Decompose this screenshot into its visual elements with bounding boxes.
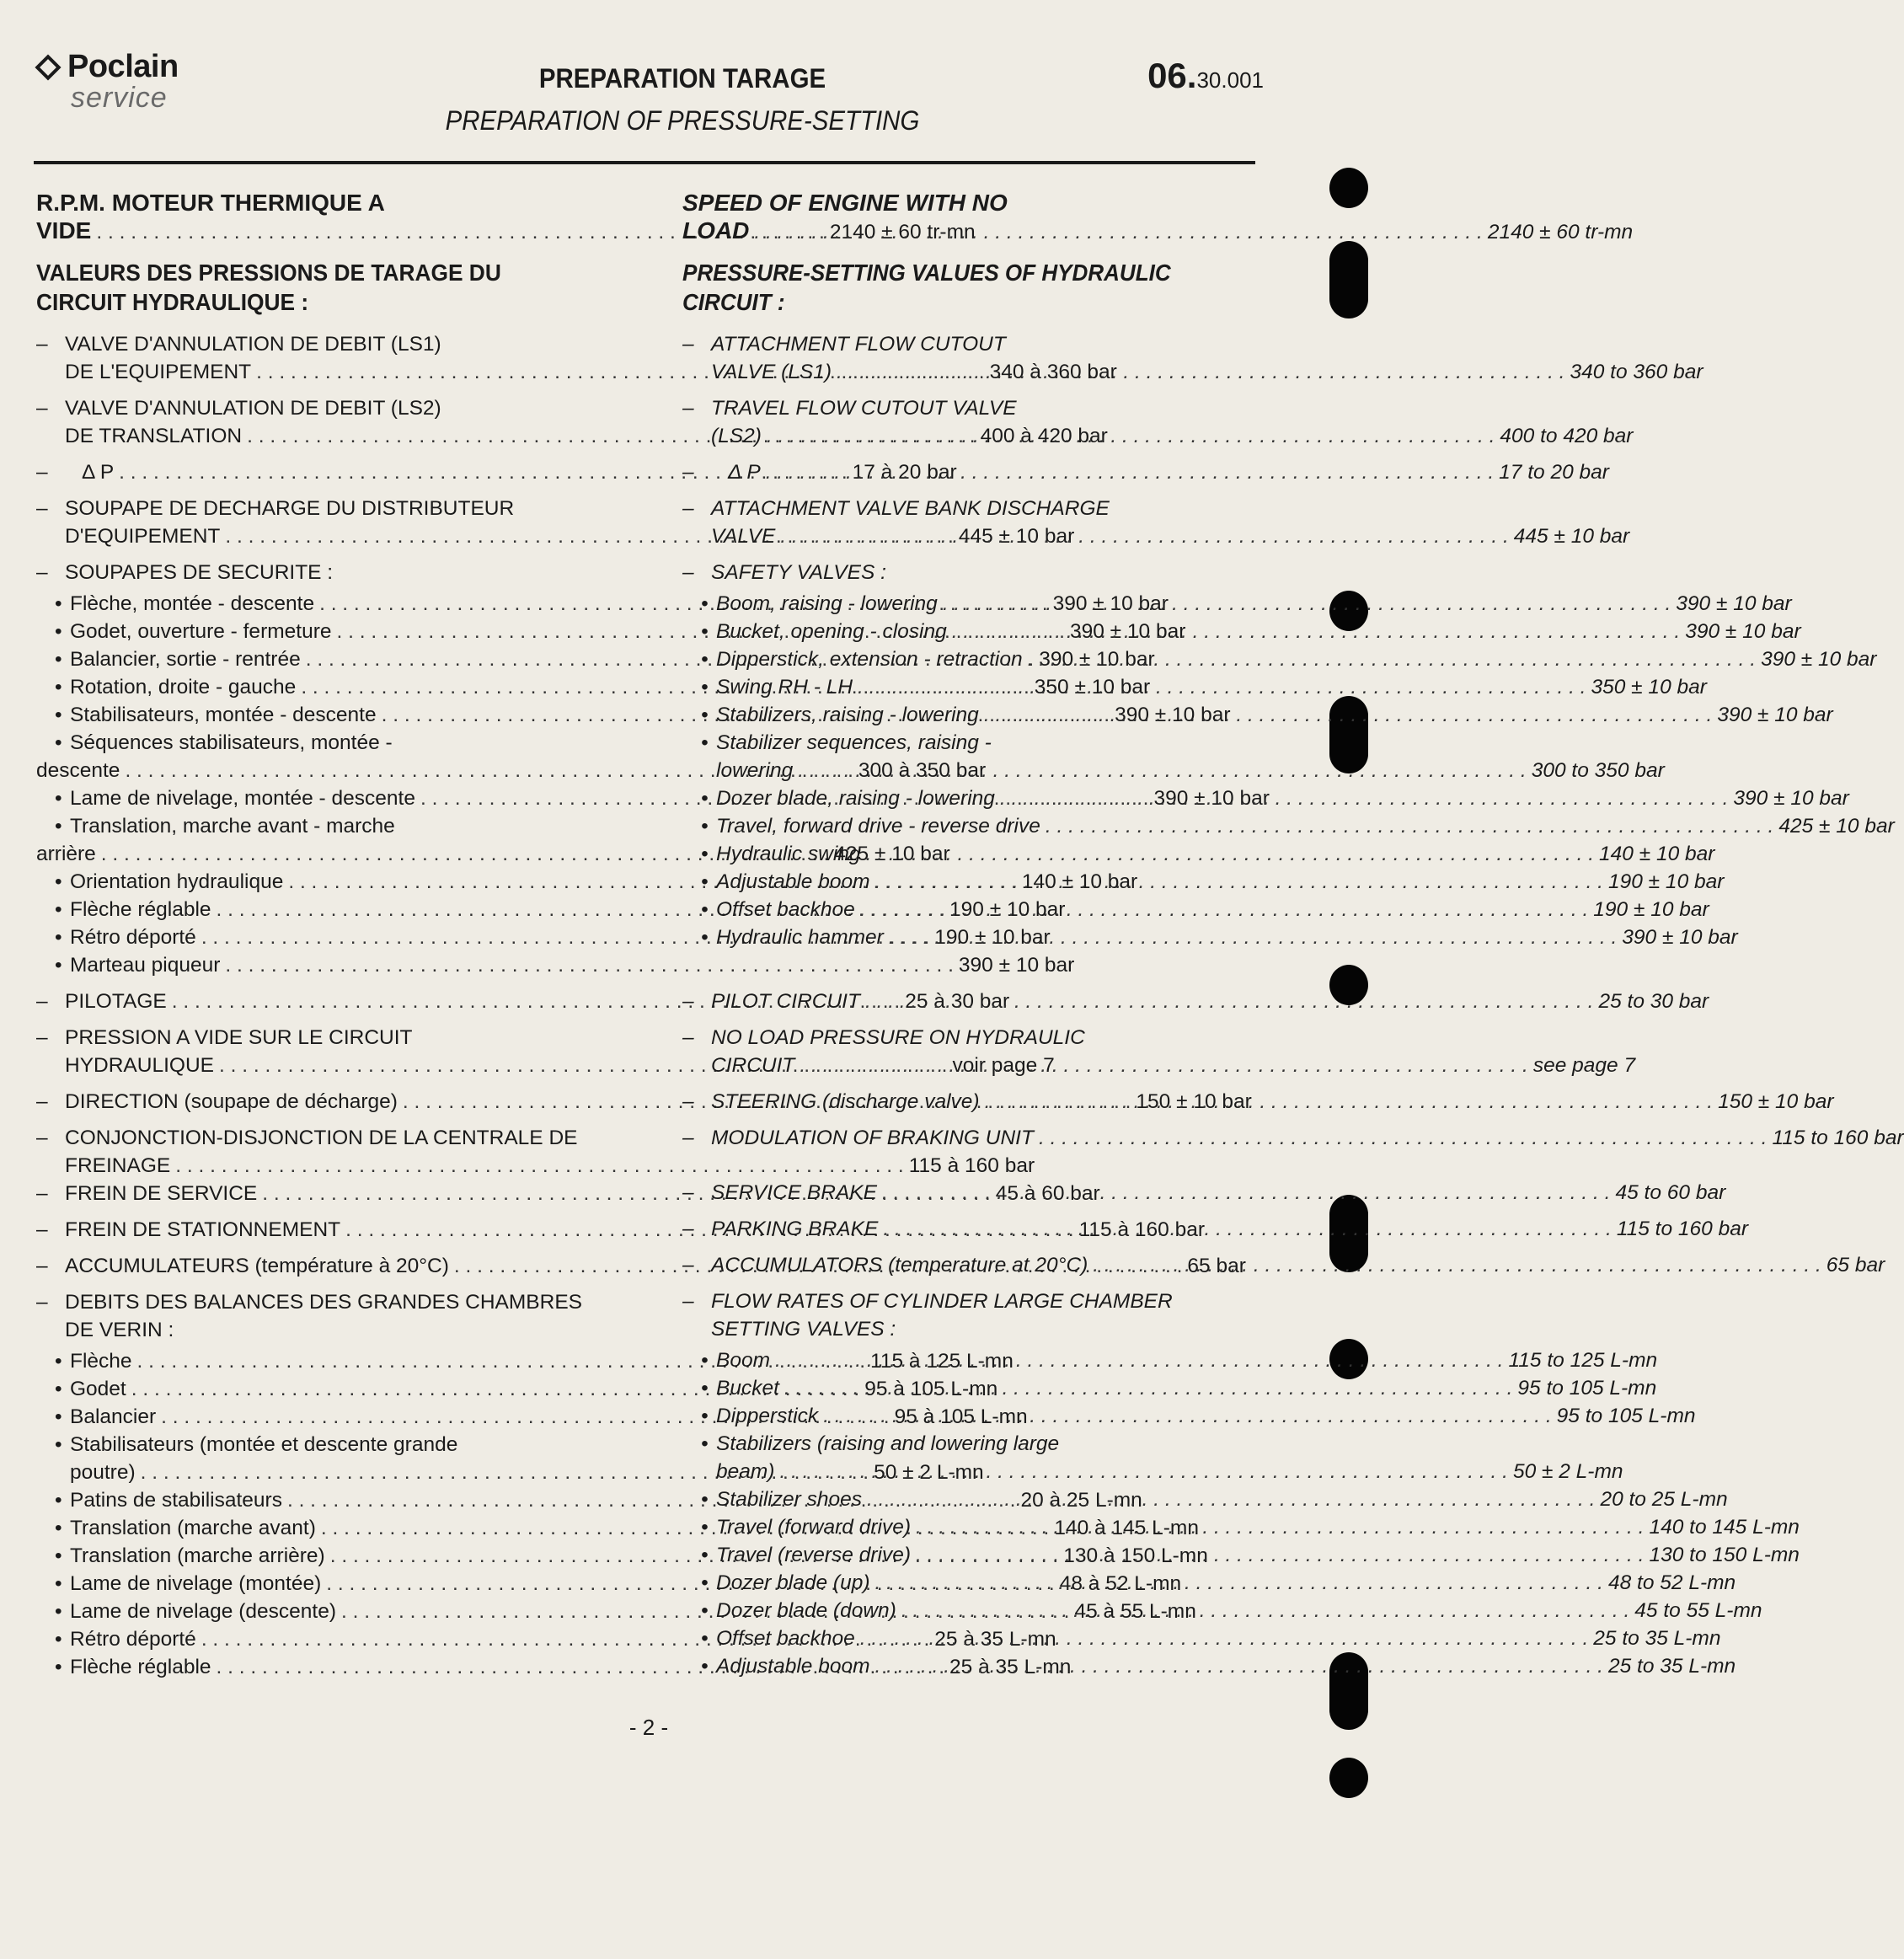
steering-item: – DIRECTION (soupape de décharge) . . . 150 ± 10 bar bbox=[36, 1088, 613, 1116]
safety-heading: – SOUPAPES DE SECURITE : bbox=[36, 561, 334, 584]
brake-unit-item: – MODULATION OF BRAKING UNIT . . . 115 to 160 bar bbox=[682, 1124, 1260, 1152]
noload-item: – NO LOAD PRESSURE ON HYDRAULIC CIRCUIT . . . see page 7 bbox=[682, 1024, 1260, 1079]
punch-hole bbox=[1329, 241, 1368, 318]
rpm-label: R.P.M. MOTEUR THERMIQUE A bbox=[36, 190, 385, 216]
safety-heading: – SAFETY VALVES : bbox=[682, 561, 886, 584]
parking-brake-item: – FREIN DE STATIONNEMENT . . . 115 à 160 bar bbox=[36, 1216, 613, 1244]
rpm-row: VIDE . . . 2140 ± 60 tr-mn bbox=[36, 217, 613, 246]
doc-number: 06.30.001 bbox=[1147, 56, 1264, 95]
punch-hole bbox=[1329, 1758, 1368, 1798]
brake-unit-item: – CONJONCTION-DISJONCTION DE LA CENTRALE DE FREINAGE . . . 115 à 160 bar bbox=[36, 1124, 613, 1180]
safety-list: • Flèche, montée - descente . . . 390 ± 10 bar • Godet, ouverture - fermeture . . . 390 ± 10 bar • Balancier, sortie - rentrée . . . 390 ± 10 bar • Rotation, droite - gauche . . . 350 ± 10 bar • Stabilisateurs, montée - descente . . . 390 ± 10 bar • Séquences stabilisateurs, montée - descente . . . 300 à 350 bar • Lame de nivelage, montée - descente . . . 390 ± 10 bar • Translation, marche avant - marche arrière . . . 425 ± 10 bar • Orientation hydraulique . . . 140 ± 10 bar • Flèche réglable . . . 190 ± 10 bar • Rétro déporté . . . 190 ± 10 bar • Marteau piqueur . . . 390 ± 10 bar bbox=[36, 590, 613, 979]
header-rule bbox=[34, 161, 1255, 164]
service-brake-item: – SERVICE BRAKE . . . 45 to 60 bar bbox=[682, 1179, 1260, 1207]
diamond-icon bbox=[35, 54, 61, 80]
rpm-label: SPEED OF ENGINE WITH NO bbox=[682, 190, 1008, 216]
steering-item: – STEERING (discharge valve) . . . 150 ± 10 bar bbox=[682, 1088, 1260, 1116]
values-heading: VALEURS DES PRESSIONS DE TARAGE DU CIRCUIT HYDRAULIQUE : bbox=[36, 260, 501, 315]
safety-list: • Boom, raising - lowering . . . 390 ± 10 bar • Bucket, opening - closing . . . 390 ± 10 bar • Dipperstick, extension - retraction . . . 390 ± 10 bar • Swing RH - LH . . . 350 ± 10 bar • Stabilizers, raising - lowering . . . 390 ± 10 bar • Stabilizer sequences, raising - lowering . . . 300 to 350 bar • Dozer blade, raising - lowering . . . 390 ± 10 bar • Travel, forward drive - reverse drive . . . 425 ± 10 bar • Hydraulic swing . . . 140 ± 10 bar • Adjustable boom . . . 190 ± 10 bar • Offset backhoe . . . 190 ± 10 bar • Hydraulic hammer . . . 390 ± 10 bar bbox=[682, 590, 1260, 951]
service-brake-item: – FREIN DE SERVICE . . . 45 à 60 bar bbox=[36, 1180, 613, 1207]
flow-list: • Flèche . . . 115 à 125 L-mn • Godet . . . 95 à 105 L-mn • Balancier . . . 95 à 105 L-mn • Stabilisateurs (montée et descente grande poutre) . . . 50 ± 2 L-mn • Patins de stabilisateurs . . . 20 à 25 L-mn • Translation (marche avant) . . . 140 à 145 L-mn • Translation (marche arrière) . . . 130 à 150 L-mn • Lame de nivelage (montée) . . . 48 à 52 L-mn • Lame de nivelage (descente) . . . 45 à 55 L-mn • Rétro déporté . . . 25 à 35 L-mn • Flèche réglable . . . 25 à 35 L-mn bbox=[36, 1347, 613, 1681]
discharge-item: – SOUPAPE DE DECHARGE DU DISTRIBUTEUR D'EQUIPEMENT . . . 445 ± 10 bar bbox=[36, 495, 613, 550]
punch-hole bbox=[1329, 168, 1368, 208]
delta-p-item: – Δ P . . . 17 to 20 bar bbox=[682, 458, 1260, 486]
ls1-item: – ATTACHMENT FLOW CUTOUT VALVE (LS1) . . . 340 to 360 bar bbox=[682, 330, 1260, 386]
ls1-item: – VALVE D'ANNULATION DE DEBIT (LS1) DE L'EQUIPEMENT . . . 340 à 360 bar bbox=[36, 330, 613, 386]
english-column bbox=[682, 189, 1904, 1680]
page-subtitle: PREPARATION OF PRESSURE-SETTING bbox=[445, 105, 920, 136]
parking-brake-item: – PARKING BRAKE . . . 115 to 160 bar bbox=[682, 1215, 1260, 1243]
discharge-item: – ATTACHMENT VALVE BANK DISCHARGE VALVE . . . 445 ± 10 bar bbox=[682, 495, 1260, 550]
values-heading: PRESSURE-SETTING VALUES OF HYDRAULIC CIRCUIT : bbox=[682, 260, 1171, 315]
poclain-logo bbox=[34, 49, 179, 115]
noload-item: – PRESSION A VIDE SUR LE CIRCUIT HYDRAULIQUE . . . voir page 7 bbox=[36, 1024, 613, 1079]
flow-list: • Boom . . . 115 to 125 L-mn • Bucket . . . 95 to 105 L-mn • Dipperstick . . . 95 to 105 L-mn • Stabilizers (raising and lowering large beam) . . . 50 ± 2 L-mn • Stabilizer shoes . . . 20 to 25 L-mn • Travel (forward drive) . . . 140 to 145 L-mn • Travel (reverse drive) . . . 130 to 150 L-mn • Dozer blade (up) . . . 48 to 52 L-mn • Dozer blade (down) . . . 45 to 55 L-mn • Offset backhoe . . . 25 to 35 L-mn • Adjustable boom . . . 25 to 35 L-mn bbox=[682, 1346, 1260, 1680]
accumulators-item: – ACCUMULATEURS (température à 20°C) . . . 65 bar bbox=[36, 1252, 613, 1280]
page-number: - 2 - bbox=[628, 1715, 669, 1740]
logo-name: Poclain bbox=[67, 49, 179, 84]
page-title: PREPARATION TARAGE bbox=[538, 63, 826, 94]
pilot-item: – PILOTAGE . . . 25 à 30 bar bbox=[36, 988, 613, 1015]
logo-sub: service bbox=[71, 82, 168, 114]
ls2-item: – VALVE D'ANNULATION DE DEBIT (LS2) DE TRANSLATION . . . 400 à 420 bar bbox=[36, 394, 613, 450]
flow-heading: – DEBITS DES BALANCES DES GRANDES CHAMBRES DE VERIN : bbox=[36, 1291, 583, 1341]
pilot-item: – PILOT CIRCUIT . . . 25 to 30 bar bbox=[682, 988, 1260, 1015]
accumulators-item: – ACCUMULATORS (temperature at 20°C) . . . 65 bar bbox=[682, 1251, 1260, 1279]
ls2-item: – TRAVEL FLOW CUTOUT VALVE (LS2) . . . 400 to 420 bar bbox=[682, 394, 1260, 450]
flow-heading: – FLOW RATES OF CYLINDER LARGE CHAMBER SETTING VALVES : bbox=[682, 1290, 1173, 1341]
delta-p-item: – Δ P . . . 17 à 20 bar bbox=[36, 458, 613, 486]
rpm-row: LOAD . . . 2140 ± 60 tr-mn bbox=[682, 217, 1260, 246]
